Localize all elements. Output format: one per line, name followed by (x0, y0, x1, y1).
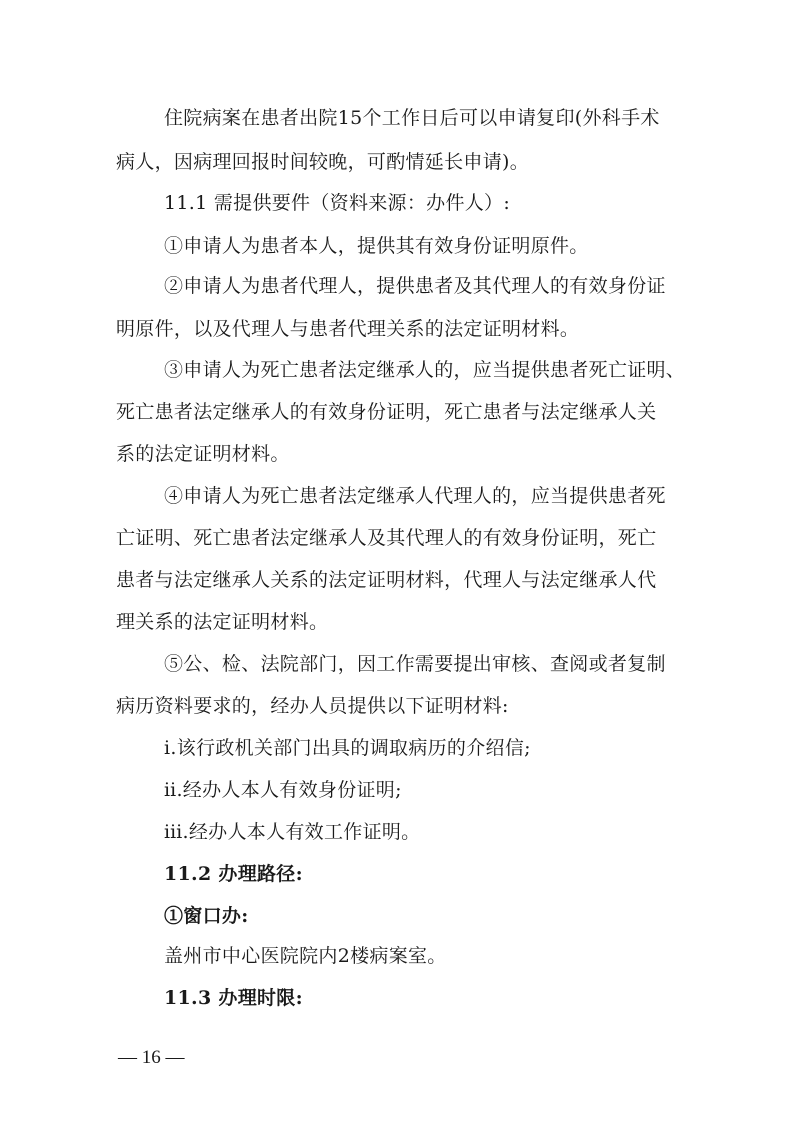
item-5-line-2: 病历资料要求的，经办人员提供以下证明材料: (116, 695, 509, 717)
sub-item-i: ⅰ.该行政机关部门出具的调取病历的介绍信; (164, 737, 531, 759)
section-11-2-heading: 11.2 办理路径: (164, 863, 303, 885)
item-4-line-4: 理关系的法定证明材料。 (116, 611, 329, 633)
item-4-line-3: 患者与法定继承人关系的法定证明材料，代理人与法定继承人代 (116, 569, 657, 591)
intro-line-2: 病人，因病理回报时间较晚，可酌情延长申请)。 (116, 151, 530, 173)
item-3-line-1: ③申请人为死亡患者法定继承人的，应当提供患者死亡证明、 (164, 359, 686, 381)
section-11-3-heading: 11.3 办理时限: (164, 987, 303, 1009)
item-3-line-3: 系的法定证明材料。 (116, 443, 290, 465)
item-2-line-1: ②申请人为患者代理人，提供患者及其代理人的有效身份证 (164, 275, 666, 297)
location-text: 盖州市中心医院院内2楼病案室。 (164, 945, 447, 967)
section-11-1-heading: 11.1 需提供要件（资料来源：办件人）: (164, 192, 511, 214)
page-number: — 16 — (118, 1047, 185, 1068)
item-1-line-1: ①申请人为患者本人，提供其有效身份证明原件。 (164, 235, 589, 257)
sub-item-ii: ⅱ.经办人本人有效身份证明; (164, 779, 402, 801)
item-4-line-2: 亡证明、死亡患者法定继承人及其代理人的有效身份证明，死亡 (116, 527, 657, 549)
intro-line-1: 住院病案在患者出院15个工作日后可以申请复印(外科手术 (164, 107, 660, 129)
sub-item-iii: ⅲ.经办人本人有效工作证明。 (164, 821, 421, 843)
item-3-line-2: 死亡患者法定继承人的有效身份证明，死亡患者与法定继承人关 (116, 401, 657, 423)
window-office-heading: ①窗口办: (164, 905, 249, 927)
item-2-line-2: 明原件，以及代理人与患者代理关系的法定证明材料。 (116, 318, 580, 340)
item-5-line-1: ⑤公、检、法院部门，因工作需要提出审核、查阅或者复制 (164, 653, 666, 675)
item-4-line-1: ④申请人为死亡患者法定继承人代理人的，应当提供患者死 (164, 485, 666, 507)
